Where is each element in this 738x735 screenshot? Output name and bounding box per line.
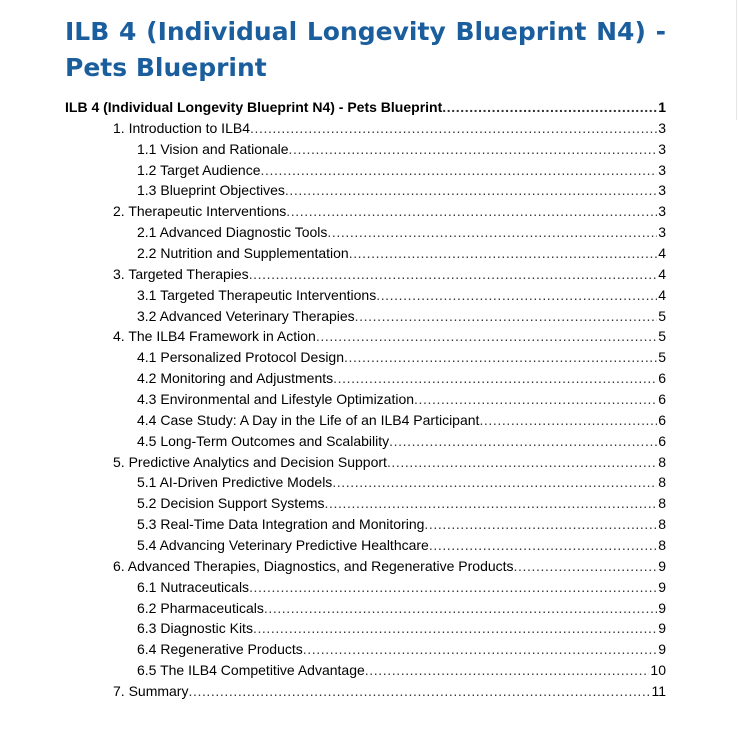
toc-entry[interactable]: [65, 681, 666, 702]
toc-page-number: 3: [658, 119, 666, 136]
toc-entry[interactable]: [65, 97, 666, 118]
toc-dot-leader: [316, 326, 657, 347]
toc-page-number: 11: [651, 683, 666, 700]
toc-dot-leader: [249, 577, 657, 598]
toc-page-number: 9: [658, 620, 666, 637]
toc-entry-label: 5.1 AI-Driven Predictive Models: [137, 474, 333, 491]
toc-page-number: 1: [658, 99, 666, 115]
toc-dot-leader: [327, 222, 657, 243]
toc-entry[interactable]: [65, 493, 666, 514]
toc-dot-leader: [253, 618, 657, 639]
toc-page-number: 4: [658, 265, 666, 282]
toc-page-number: 6: [658, 432, 666, 449]
toc-entry-label: 4.3 Environmental and Lifestyle Optimization: [137, 391, 415, 408]
toc-entry-label: 5.3 Real-Time Data Integration and Monitoring: [137, 516, 425, 533]
toc-dot-leader: [332, 472, 657, 493]
toc-entry-label: 5.4 Advancing Veterinary Predictive Healthcare: [137, 537, 429, 554]
toc-page-number: 8: [658, 495, 666, 512]
toc-entry[interactable]: [65, 222, 666, 243]
toc-page-number: 10: [650, 662, 666, 679]
toc-entry[interactable]: [65, 347, 666, 368]
toc-page-number: 9: [658, 641, 666, 658]
toc-page-number: 9: [658, 599, 666, 616]
toc-page-number: 5: [658, 328, 666, 345]
toc-dot-leader: [387, 452, 657, 473]
toc-entry-label: 1.2 Target Audience: [137, 161, 261, 178]
toc-dot-leader: [349, 243, 658, 264]
toc-entry[interactable]: [65, 577, 666, 598]
toc-entry[interactable]: [65, 326, 666, 347]
toc-entry-label: 6.3 Diagnostic Kits: [137, 620, 253, 637]
toc-entry[interactable]: [65, 598, 666, 619]
toc-entry[interactable]: [65, 160, 666, 181]
toc-entry-label: 4.1 Personalized Protocol Design: [137, 349, 345, 366]
toc-dot-leader: [261, 160, 658, 181]
toc-entry-label: ILB 4 (Individual Longevity Blueprint N4) - Pets Blueprint: [65, 99, 443, 115]
toc-dot-leader: [344, 347, 657, 368]
table-of-contents: [65, 97, 666, 702]
toc-entry-label: 4.5 Long-Term Outcomes and Scalability: [137, 432, 390, 449]
toc-entry-label: 3.2 Advanced Veterinary Therapies: [137, 307, 355, 324]
toc-page-number: 4: [658, 286, 666, 303]
toc-dot-leader: [442, 97, 657, 118]
toc-dot-leader: [264, 598, 657, 619]
toc-entry-label: 4.2 Monitoring and Adjustments: [137, 370, 334, 387]
document-title: ILB 4 (Individual Longevity Blueprint N4) - Pets Blueprint: [65, 17, 666, 82]
toc-dot-leader: [325, 493, 658, 514]
toc-entry[interactable]: [65, 472, 666, 493]
page-edge-divider: [736, 0, 737, 120]
toc-dot-leader: [250, 118, 657, 139]
toc-entry-label: 2.1 Advanced Diagnostic Tools: [137, 224, 328, 241]
toc-entry[interactable]: [65, 452, 666, 473]
toc-entry-label: 6.4 Regenerative Products: [137, 641, 303, 658]
toc-page-number: 8: [658, 516, 666, 533]
toc-page-number: 3: [658, 161, 666, 178]
toc-entry[interactable]: [65, 660, 666, 681]
toc-entry[interactable]: [65, 431, 666, 452]
toc-dot-leader: [333, 368, 657, 389]
toc-page-number: 9: [658, 578, 666, 595]
toc-entry-label: 5. Predictive Analytics and Decision Support: [113, 453, 387, 470]
toc-entry-label: 6.1 Nutraceuticals: [137, 578, 250, 595]
toc-entry-label: 4.4 Case Study: A Day in the Life of an ILB4 Participant: [137, 411, 480, 428]
toc-entry[interactable]: [65, 243, 666, 264]
toc-page-number: 8: [658, 474, 666, 491]
toc-dot-leader: [429, 535, 657, 556]
toc-dot-leader: [479, 410, 657, 431]
toc-entry[interactable]: [65, 535, 666, 556]
toc-dot-leader: [289, 139, 658, 160]
toc-page-number: 6: [658, 391, 666, 408]
toc-dot-leader: [303, 639, 657, 660]
toc-dot-leader: [286, 201, 657, 222]
toc-dot-leader: [376, 285, 657, 306]
toc-page-number: 5: [658, 349, 666, 366]
toc-entry-label: 6. Advanced Therapies, Diagnostics, and Regenerative Products: [113, 557, 514, 574]
toc-entry-label: 6.5 The ILB4 Competitive Advantage: [137, 662, 365, 679]
toc-entry-label: 7. Summary: [113, 683, 189, 700]
toc-page-number: 9: [658, 557, 666, 574]
toc-entry[interactable]: [65, 368, 666, 389]
toc-entry[interactable]: [65, 139, 666, 160]
toc-page-number: 3: [658, 224, 666, 241]
toc-dot-leader: [355, 306, 658, 327]
toc-entry-label: 6.2 Pharmaceuticals: [137, 599, 264, 616]
toc-entry-label: 4. The ILB4 Framework in Action: [113, 328, 316, 345]
toc-page-number: 3: [658, 203, 666, 220]
toc-page-number: 6: [658, 370, 666, 387]
toc-page-number: 8: [658, 453, 666, 470]
toc-entry[interactable]: [65, 180, 666, 201]
toc-entry[interactable]: [65, 201, 666, 222]
toc-entry[interactable]: [65, 285, 666, 306]
toc-entry-label: 2.2 Nutrition and Supplementation: [137, 245, 349, 262]
toc-entry-label: 5.2 Decision Support Systems: [137, 495, 325, 512]
toc-dot-leader: [514, 556, 658, 577]
toc-entry[interactable]: [65, 514, 666, 535]
toc-entry-label: 3. Targeted Therapies: [113, 265, 249, 282]
toc-entry[interactable]: [65, 556, 666, 577]
toc-dot-leader: [424, 514, 657, 535]
toc-entry[interactable]: [65, 306, 666, 327]
toc-page-number: 3: [658, 182, 666, 199]
toc-page-number: 3: [658, 140, 666, 157]
toc-dot-leader: [188, 681, 650, 702]
toc-entry-label: 3.1 Targeted Therapeutic Interventions: [137, 286, 377, 303]
toc-dot-leader: [389, 431, 657, 452]
toc-entry[interactable]: [65, 618, 666, 639]
toc-page-number: 5: [658, 307, 666, 324]
toc-entry-label: 2. Therapeutic Interventions: [113, 203, 287, 220]
toc-page-number: 8: [658, 537, 666, 554]
toc-page-number: 4: [658, 245, 666, 262]
toc-entry[interactable]: [65, 389, 666, 410]
toc-entry[interactable]: [65, 118, 666, 139]
toc-entry[interactable]: [65, 264, 666, 285]
toc-entry-label: 1. Introduction to ILB4: [113, 119, 250, 136]
toc-entry[interactable]: [65, 410, 666, 431]
toc-dot-leader: [285, 180, 657, 201]
toc-entry-label: 1.1 Vision and Rationale: [137, 140, 289, 157]
toc-entry[interactable]: [65, 639, 666, 660]
toc-dot-leader: [414, 389, 657, 410]
toc-entry-label: 1.3 Blueprint Objectives: [137, 182, 285, 199]
toc-dot-leader: [365, 660, 650, 681]
toc-dot-leader: [249, 264, 658, 285]
toc-page-number: 6: [658, 411, 666, 428]
